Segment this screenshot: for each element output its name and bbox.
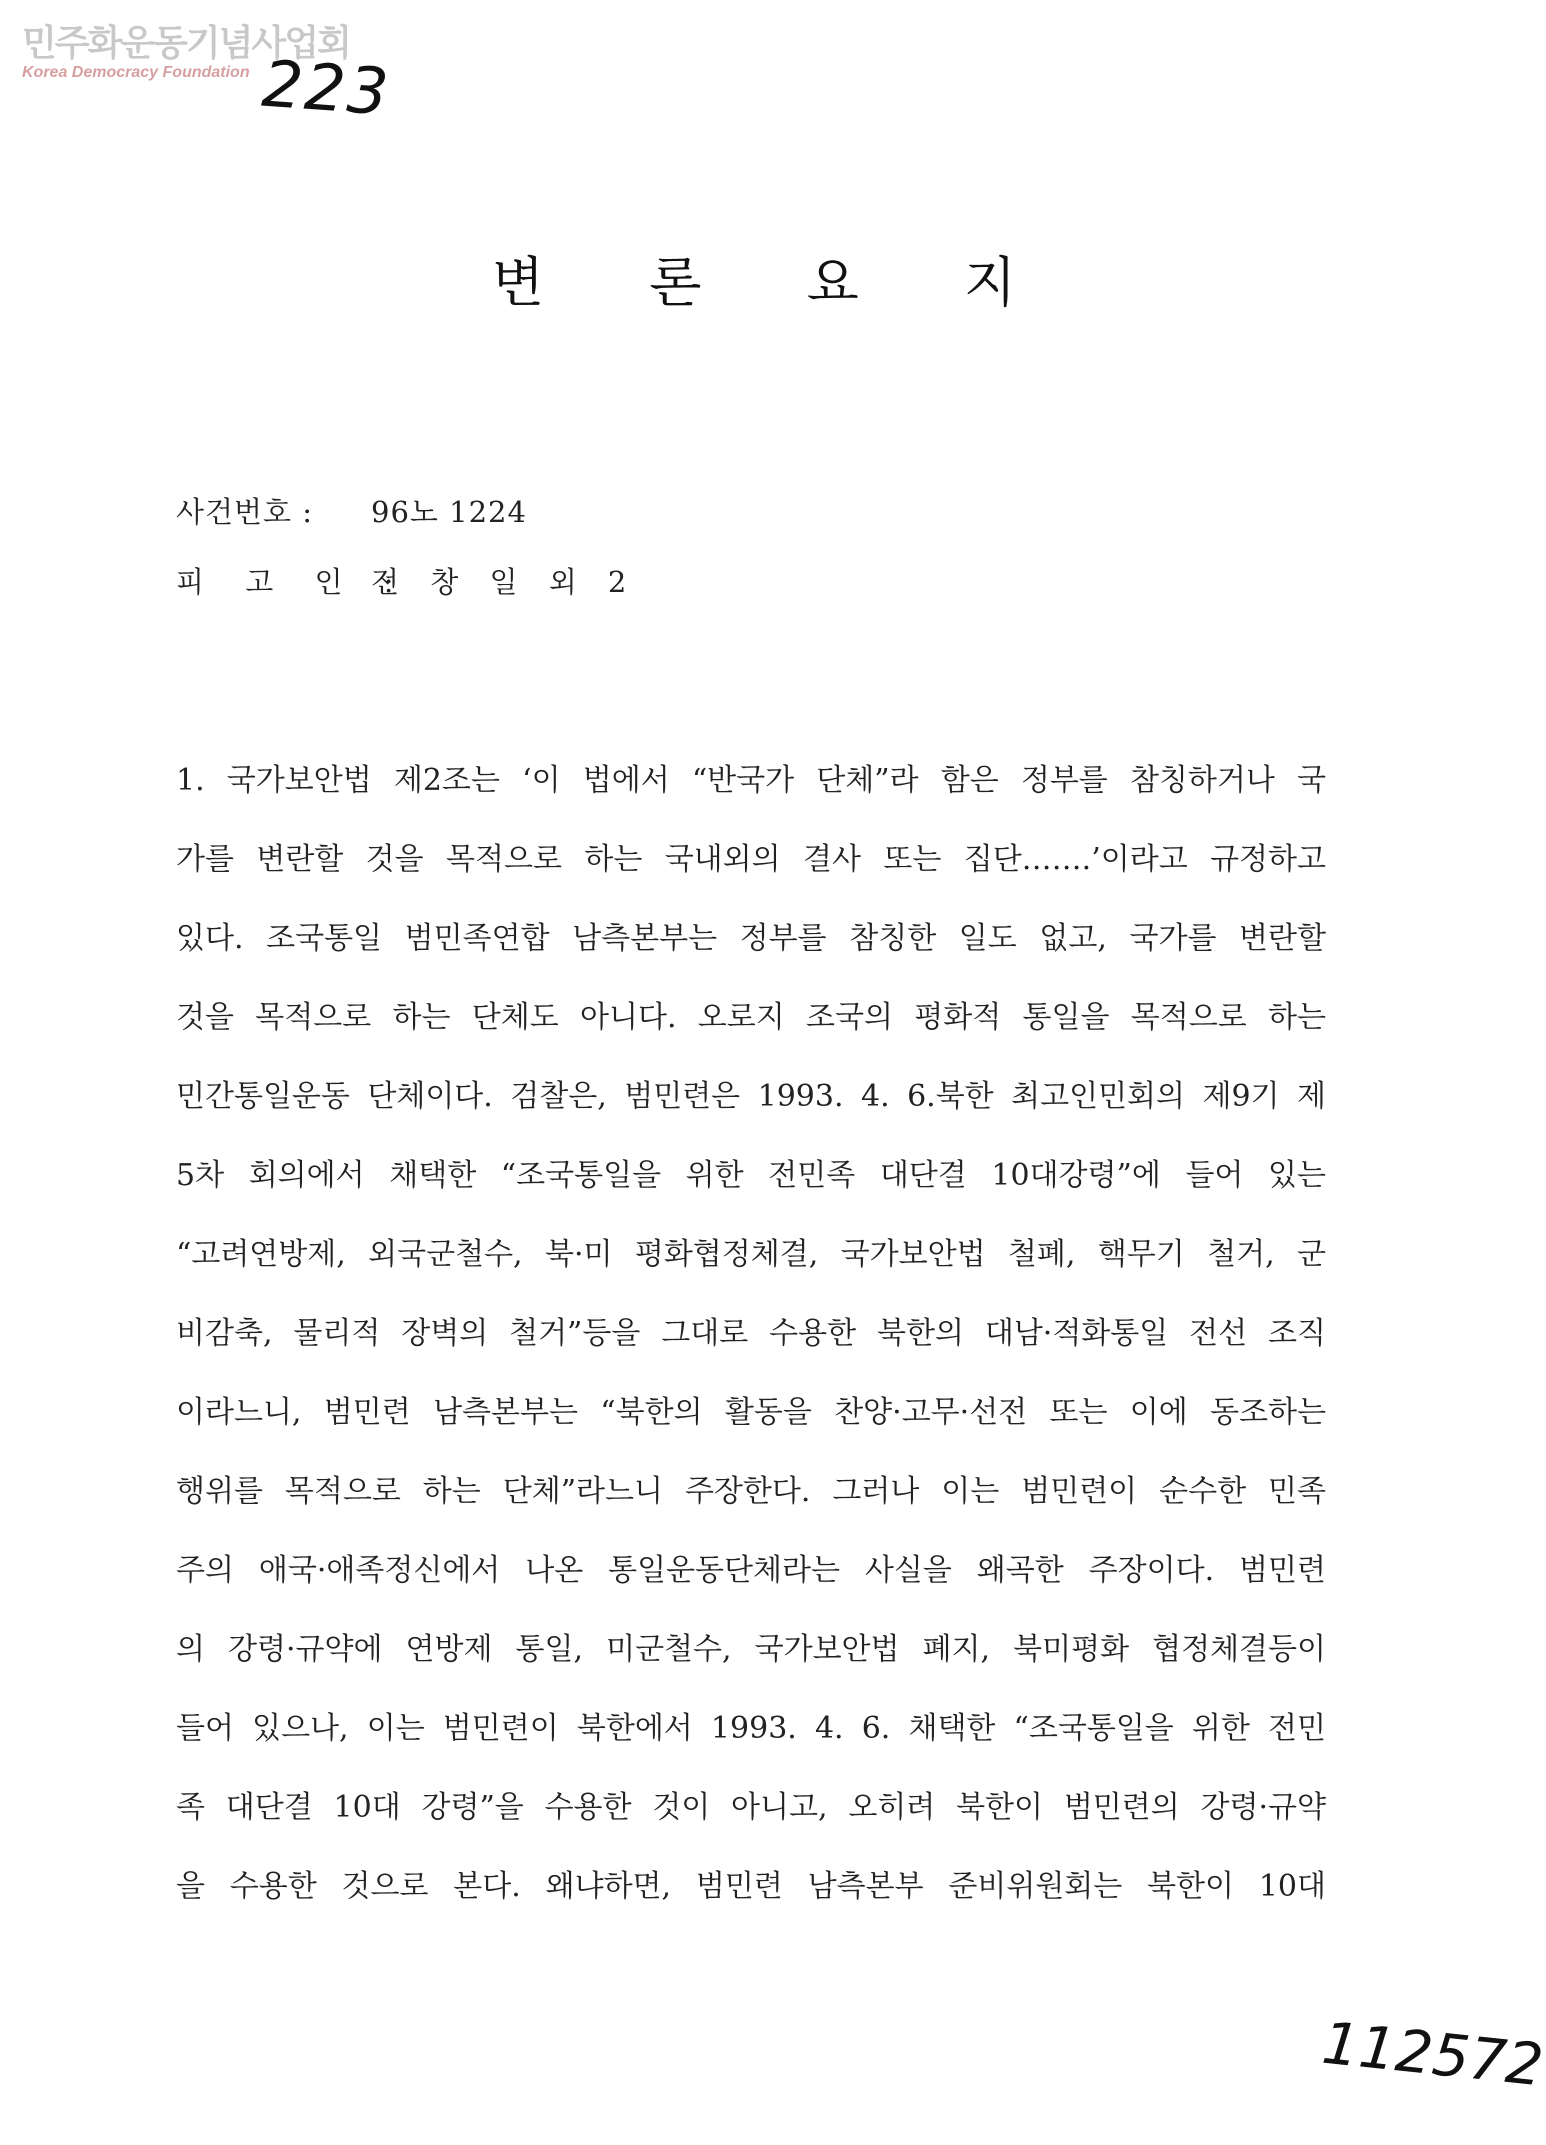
case-number-value: 96노 1224 — [371, 495, 527, 529]
body-line: 비감축, 물리적 장벽의 철거”등을 그대로 수용한 북한의 대남·적화통일 전선 조직 — [176, 1316, 1326, 1351]
body-line: 주의 애국·애족정신에서 나온 통일운동단체라는 사실을 왜곡한 주장이다. 범민련 — [176, 1553, 1326, 1588]
watermark-korean: 민주화운동기념사업회 — [22, 23, 350, 64]
body-line: 행위를 목적으로 하는 단체”라느니 주장한다. 그러나 이는 범민련이 순수한 민족 — [176, 1474, 1326, 1509]
body-line: 있다. 조국통일 범민족연합 남측본부는 정부를 참칭한 일도 없고, 국가를 변란할 — [176, 921, 1326, 956]
defendant-row — [176, 560, 627, 601]
defendant-label: 피 고 인 : — [176, 565, 410, 599]
body-line: 민간통일운동 단체이다. 검찰은, 범민련은 1993. 4. 6.북한 최고인민회의 제9기 제 — [176, 1079, 1326, 1114]
body-line: “고려연방제, 외국군철수, 북·미 평화협정체결, 국가보안법 철폐, 핵무기 철거, 군 — [176, 1237, 1326, 1272]
case-number-label: 사건번호 : — [176, 495, 314, 529]
watermark-english: Korea Democracy Foundation — [22, 64, 250, 81]
document-title: 변 론 요 지 — [491, 251, 1061, 314]
body-paragraph — [176, 753, 1326, 1938]
body-line: 의 강령·규약에 연방제 통일, 미군철수, 국가보안법 폐지, 북미평화 협정체결등이 — [176, 1632, 1326, 1667]
body-line: 이라느니, 범민련 남측본부는 “북한의 활동을 찬양·고무·선전 또는 이에 동조하는 — [176, 1395, 1326, 1430]
body-line: 것을 목적으로 하는 단체도 아니다. 오로지 조국의 평화적 통일을 목적으로 하는 — [176, 1000, 1326, 1035]
body-line: 족 대단결 10대 강령”을 수용한 것이 아니고, 오히려 북한이 범민련의 강령·규약 — [176, 1790, 1326, 1825]
handwritten-page-number: 223 — [259, 47, 393, 131]
body-line: 가를 변란할 것을 목적으로 하는 국내외의 결사 또는 집단…….’이라고 규정하고 — [176, 842, 1326, 877]
case-number-row — [176, 490, 527, 531]
defendant-value: 전 창 일 외 2 — [371, 565, 628, 599]
body-line: 을 수용한 것으로 본다. 왜냐하면, 범민련 남측본부 준비위원회는 북한이 10대 — [176, 1869, 1326, 1904]
body-line: 5차 회의에서 채택한 “조국통일을 위한 전민족 대단결 10대강령”에 들어 있는 — [176, 1158, 1326, 1193]
body-line: 들어 있으나, 이는 범민련이 북한에서 1993. 4. 6. 채택한 “조국통일을 위한 전민 — [176, 1711, 1326, 1746]
handwritten-archive-number: 112572 — [1319, 2008, 1546, 2100]
body-line: 1. 국가보안법 제2조는 ‘이 법에서 “반국가 단체”라 함은 정부를 참칭하거나 국 — [176, 763, 1326, 798]
